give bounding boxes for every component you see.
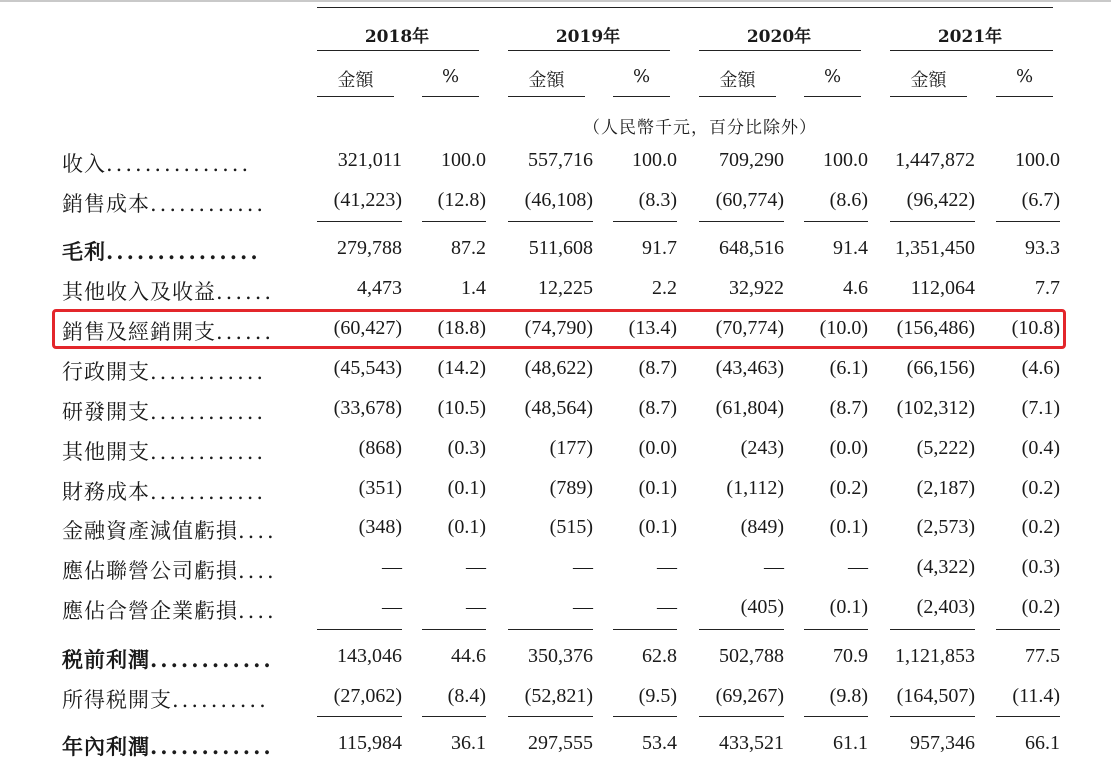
amount-cell: (351) [358, 477, 402, 499]
percent-cell: (7.1) [1021, 397, 1060, 419]
amount-cell: (849) [740, 516, 784, 538]
percent-cell: 91.7 [642, 237, 677, 259]
amount-cell: (96,422) [906, 189, 975, 211]
row-label-text: 毛利 [62, 239, 106, 264]
amount-cell: (243) [740, 437, 784, 459]
amount-cell: (515) [549, 516, 593, 538]
row-label-text: 研發開支 [62, 400, 150, 424]
row-label [62, 555, 277, 585]
subtotal-rule [804, 716, 868, 717]
row-label [62, 436, 266, 466]
percent-cell: 4.6 [843, 277, 868, 299]
subtotal-rule [613, 629, 677, 630]
percent-cell: (8.7) [638, 357, 677, 379]
subheader-rule [422, 96, 479, 97]
amount-cell: (789) [549, 477, 593, 499]
row-label [62, 356, 266, 386]
percent-cell: (0.0) [829, 437, 868, 459]
subheader-amount: 金額 [719, 70, 756, 91]
row-leader-dots: ............ [150, 734, 274, 759]
subheader-rule [508, 96, 585, 97]
percent-cell: 70.9 [833, 645, 868, 667]
amount-cell: 112,064 [910, 277, 975, 299]
amount-cell: (102,312) [896, 397, 975, 419]
year-rule-2018 [317, 50, 479, 51]
subheader-rule [804, 96, 861, 97]
subtotal-rule [996, 629, 1060, 630]
subtotal-rule [317, 716, 402, 717]
percent-cell: 44.6 [451, 645, 486, 667]
percent-cell: (0.2) [829, 477, 868, 499]
subheader-pct: % [823, 66, 842, 87]
subtotal-rule [996, 221, 1060, 222]
row-label [62, 476, 266, 506]
amount-cell: 32,922 [729, 277, 784, 299]
percent-cell: (14.2) [437, 357, 486, 379]
subheader-rule [613, 96, 670, 97]
top-border [0, 0, 1111, 2]
percent-cell: (0.2) [1021, 477, 1060, 499]
subtotal-rule [890, 221, 975, 222]
percent-cell: 100.0 [632, 149, 677, 171]
subheader-amount: 金額 [910, 70, 947, 91]
year-rule-2021 [890, 50, 1053, 51]
percent-cell: (0.3) [1021, 556, 1060, 578]
header-top-rule [317, 7, 1053, 8]
row-leader-dots: ............... [106, 152, 252, 176]
subtotal-rule [508, 221, 593, 222]
row-leader-dots: ............ [150, 400, 267, 424]
subheader-pct: % [632, 66, 651, 87]
percent-cell: (0.1) [829, 516, 868, 538]
amount-cell: 350,376 [528, 645, 593, 667]
percent-cell: (9.8) [829, 685, 868, 707]
row-leader-dots: ...... [216, 320, 275, 344]
amount-cell: (46,108) [524, 189, 593, 211]
percent-cell: (10.8) [1011, 317, 1060, 339]
amount-cell: 279,788 [337, 237, 402, 259]
percent-cell: (0.2) [1021, 516, 1060, 538]
subheader-rule [317, 96, 394, 97]
percent-cell: (0.3) [447, 437, 486, 459]
amount-cell: (156,486) [896, 317, 975, 339]
row-label-text: 金融資產減值虧損 [62, 519, 238, 543]
row-label [62, 148, 251, 178]
percent-cell: — [466, 596, 486, 618]
percent-cell: (0.1) [447, 477, 486, 499]
amount-cell: (868) [358, 437, 402, 459]
amount-cell: 709,290 [719, 149, 784, 171]
row-label [62, 684, 269, 714]
amount-cell: (48,622) [524, 357, 593, 379]
percent-cell: (0.0) [638, 437, 677, 459]
row-label [62, 188, 266, 218]
percent-cell: (6.7) [1021, 189, 1060, 211]
subheader-pct: % [1015, 66, 1034, 87]
percent-cell: (18.8) [437, 317, 486, 339]
subheader-rule [890, 96, 967, 97]
subheader-amount: 金額 [337, 70, 374, 91]
year-header-2018: 2018年 [364, 27, 430, 47]
year-header-2020: 2020年 [746, 27, 812, 47]
row-leader-dots: ............ [150, 480, 267, 504]
amount-cell: (69,267) [715, 685, 784, 707]
row-label-text: 其他收入及收益 [62, 280, 216, 304]
row-leader-dots: .......... [172, 688, 269, 712]
subheader-rule [699, 96, 776, 97]
row-label [62, 515, 277, 545]
percent-cell: — [848, 556, 868, 578]
year-rule-2019 [508, 50, 670, 51]
row-leader-dots: ............ [150, 192, 267, 216]
subtotal-rule [508, 716, 593, 717]
percent-cell: (0.4) [1021, 437, 1060, 459]
percent-cell: 91.4 [833, 237, 868, 259]
amount-cell: (177) [549, 437, 593, 459]
amount-cell: (5,222) [916, 437, 975, 459]
row-leader-dots: .... [238, 559, 277, 583]
amount-cell: — [573, 556, 593, 578]
amount-cell: 1,121,853 [895, 645, 975, 667]
percent-cell: (12.8) [437, 189, 486, 211]
subtotal-rule [804, 629, 868, 630]
percent-cell: 100.0 [441, 149, 486, 171]
amount-cell: (66,156) [906, 357, 975, 379]
percent-cell: (13.4) [628, 317, 677, 339]
row-leader-dots: .... [238, 519, 277, 543]
percent-cell: 36.1 [451, 732, 486, 754]
amount-cell: 1,447,872 [895, 149, 975, 171]
subtotal-rule [804, 221, 868, 222]
row-label-text: 年內利潤 [62, 734, 150, 759]
row-leader-dots: ...... [216, 280, 275, 304]
row-leader-dots: .... [238, 599, 277, 623]
percent-cell: 100.0 [823, 149, 868, 171]
unit-note: （人民幣千元，百分比除外） [583, 118, 817, 138]
amount-cell: (74,790) [524, 317, 593, 339]
amount-cell: (43,463) [715, 357, 784, 379]
amount-cell: (52,821) [524, 685, 593, 707]
subtotal-rule [890, 716, 975, 717]
amount-cell: (2,573) [916, 516, 975, 538]
amount-cell: (61,804) [715, 397, 784, 419]
percent-cell: 100.0 [1015, 149, 1060, 171]
subtotal-rule [317, 221, 402, 222]
subtotal-rule [890, 629, 975, 630]
percent-cell: (8.6) [829, 189, 868, 211]
subtotal-rule [317, 629, 402, 630]
amount-cell: (60,427) [333, 317, 402, 339]
amount-cell: (27,062) [333, 685, 402, 707]
subtotal-rule [699, 716, 784, 717]
row-label [62, 595, 277, 625]
percent-cell: 77.5 [1025, 645, 1060, 667]
subtotal-rule [508, 629, 593, 630]
row-label-text: 收入 [62, 152, 106, 176]
row-leader-dots: ............ [150, 360, 267, 384]
amount-cell: 502,788 [719, 645, 784, 667]
amount-cell: 433,521 [719, 732, 784, 754]
percent-cell: (0.1) [638, 516, 677, 538]
amount-cell: — [382, 596, 402, 618]
row-label-text: 銷售成本 [62, 192, 150, 216]
percent-cell: (0.1) [638, 477, 677, 499]
percent-cell: (0.1) [829, 596, 868, 618]
row-leader-dots: ............ [150, 440, 267, 464]
percent-cell: 7.7 [1035, 277, 1060, 299]
amount-cell: 4,473 [357, 277, 402, 299]
percent-cell: (0.1) [447, 516, 486, 538]
amount-cell: — [764, 556, 784, 578]
amount-cell: (45,543) [333, 357, 402, 379]
amount-cell: (41,223) [333, 189, 402, 211]
percent-cell: 62.8 [642, 645, 677, 667]
subtotal-rule [422, 629, 486, 630]
year-rule-2020 [699, 50, 861, 51]
percent-cell: (8.3) [638, 189, 677, 211]
row-label-text: 其他開支 [62, 440, 150, 464]
percent-cell: (8.4) [447, 685, 486, 707]
percent-cell: (0.2) [1021, 596, 1060, 618]
row-label-text: 所得税開支 [62, 688, 172, 712]
amount-cell: 321,011 [337, 149, 402, 171]
percent-cell: 66.1 [1025, 732, 1060, 754]
amount-cell: 297,555 [528, 732, 593, 754]
percent-cell: 2.2 [652, 277, 677, 299]
amount-cell: (70,774) [715, 317, 784, 339]
amount-cell: (60,774) [715, 189, 784, 211]
percent-cell: (9.5) [638, 685, 677, 707]
subheader-pct: % [441, 66, 460, 87]
amount-cell: 1,351,450 [895, 237, 975, 259]
subtotal-rule [422, 716, 486, 717]
amount-cell: (2,187) [916, 477, 975, 499]
amount-cell: — [573, 596, 593, 618]
row-label [62, 396, 266, 426]
row-label-text: 税前利潤 [62, 647, 150, 672]
subtotal-rule [613, 716, 677, 717]
percent-cell: (6.1) [829, 357, 868, 379]
amount-cell: (2,403) [916, 596, 975, 618]
row-label [62, 276, 274, 306]
subtotal-rule [699, 221, 784, 222]
percent-cell: 53.4 [642, 732, 677, 754]
row-leader-dots: ............ [150, 647, 274, 672]
row-label-text: 行政開支 [62, 360, 150, 384]
amount-cell: 511,608 [528, 237, 593, 259]
percent-cell: (10.0) [819, 317, 868, 339]
percent-cell: (11.4) [1012, 685, 1060, 707]
percent-cell: 1.4 [461, 277, 486, 299]
year-header-2019: 2019年 [555, 27, 621, 47]
row-label-text: 應佔合營企業虧損 [62, 599, 238, 623]
row-label-text: 應佔聯營公司虧損 [62, 559, 238, 583]
subtotal-rule [613, 221, 677, 222]
row-label [62, 731, 274, 761]
amount-cell: 12,225 [538, 277, 593, 299]
amount-cell: — [382, 556, 402, 578]
subtotal-rule [422, 221, 486, 222]
amount-cell: 648,516 [719, 237, 784, 259]
percent-cell: 87.2 [451, 237, 486, 259]
amount-cell: (4,322) [916, 556, 975, 578]
highlight-box [52, 309, 1066, 349]
amount-cell: (405) [740, 596, 784, 618]
amount-cell: (164,507) [896, 685, 975, 707]
percent-cell: (8.7) [638, 397, 677, 419]
amount-cell: (1,112) [726, 477, 784, 499]
subheader-rule [996, 96, 1053, 97]
row-label-text: 財務成本 [62, 480, 150, 504]
subtotal-rule [996, 716, 1060, 717]
amount-cell: 557,716 [528, 149, 593, 171]
percent-cell: — [466, 556, 486, 578]
amount-cell: 143,046 [337, 645, 402, 667]
amount-cell: (33,678) [333, 397, 402, 419]
row-leader-dots: ............... [106, 239, 261, 264]
amount-cell: 957,346 [910, 732, 975, 754]
year-header-2021: 2021年 [937, 27, 1003, 47]
percent-cell: — [657, 556, 677, 578]
row-label-text: 銷售及經銷開支 [62, 320, 216, 344]
subheader-amount: 金額 [528, 70, 565, 91]
subtotal-rule [699, 629, 784, 630]
percent-cell: (8.7) [829, 397, 868, 419]
row-label [62, 236, 261, 266]
amount-cell: 115,984 [337, 732, 402, 754]
percent-cell: 93.3 [1025, 237, 1060, 259]
row-label [62, 644, 274, 674]
amount-cell: (348) [358, 516, 402, 538]
percent-cell: (4.6) [1021, 357, 1060, 379]
amount-cell: (48,564) [524, 397, 593, 419]
percent-cell: 61.1 [833, 732, 868, 754]
percent-cell: (10.5) [437, 397, 486, 419]
percent-cell: — [657, 596, 677, 618]
